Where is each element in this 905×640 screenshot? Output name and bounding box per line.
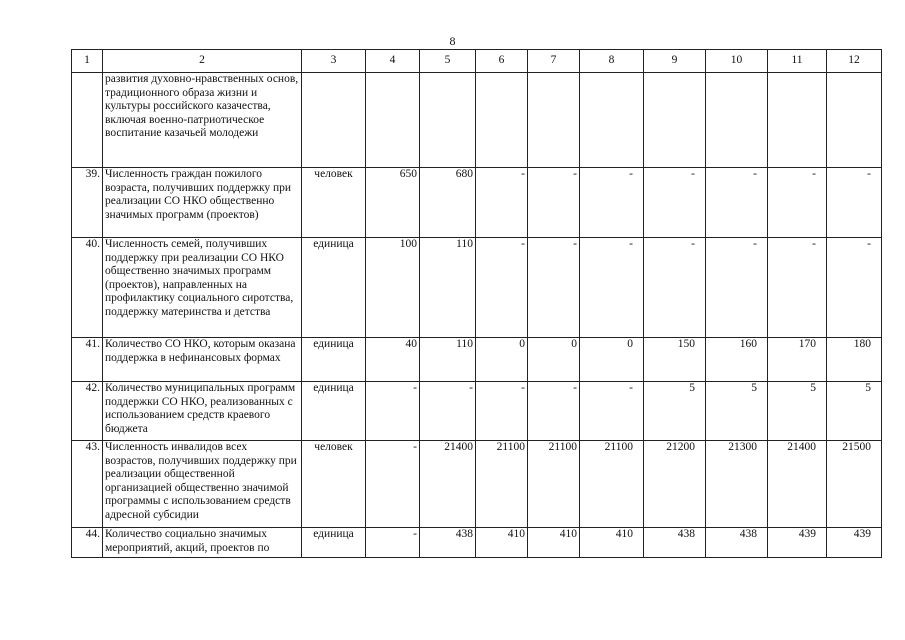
value-cell: 110 bbox=[420, 338, 476, 382]
table-row bbox=[72, 168, 882, 238]
value-cell: - bbox=[476, 382, 528, 441]
value-cell: 5 bbox=[827, 382, 882, 441]
value-cell: 21500 bbox=[827, 441, 882, 528]
table-row bbox=[72, 238, 882, 338]
value-cell: 439 bbox=[827, 528, 882, 558]
table-row bbox=[72, 382, 882, 441]
header-cell: 9 bbox=[644, 50, 706, 73]
value-cell: - bbox=[476, 238, 528, 338]
value-cell: 110 bbox=[420, 238, 476, 338]
value-cell: - bbox=[366, 441, 420, 528]
value-cell: 438 bbox=[420, 528, 476, 558]
value-cell bbox=[706, 73, 768, 168]
value-cell: 410 bbox=[528, 528, 580, 558]
value-cell: - bbox=[580, 238, 644, 338]
value-cell: - bbox=[420, 382, 476, 441]
table-row bbox=[72, 338, 882, 382]
value-cell: - bbox=[580, 168, 644, 238]
value-cell: 680 bbox=[420, 168, 476, 238]
value-cell bbox=[644, 73, 706, 168]
value-cell: - bbox=[644, 238, 706, 338]
value-cell: 0 bbox=[580, 338, 644, 382]
value-cell: 21300 bbox=[706, 441, 768, 528]
value-cell: 21200 bbox=[644, 441, 706, 528]
header-cell: 8 bbox=[580, 50, 644, 73]
table-row bbox=[72, 528, 882, 558]
value-cell: - bbox=[528, 382, 580, 441]
value-cell: 650 bbox=[366, 168, 420, 238]
value-cell: 40 bbox=[366, 338, 420, 382]
indicators-table bbox=[71, 49, 882, 558]
value-cell bbox=[420, 73, 476, 168]
page-number: 8 bbox=[449, 34, 456, 48]
unit-cell: человек bbox=[302, 441, 366, 528]
value-cell: - bbox=[768, 238, 827, 338]
value-cell bbox=[580, 73, 644, 168]
row-number: 39. bbox=[72, 168, 103, 238]
value-cell: - bbox=[528, 168, 580, 238]
value-cell: 5 bbox=[644, 382, 706, 441]
row-number: 44. bbox=[72, 528, 103, 558]
value-cell: - bbox=[706, 168, 768, 238]
row-number bbox=[72, 73, 103, 168]
value-cell bbox=[476, 73, 528, 168]
value-cell: 0 bbox=[476, 338, 528, 382]
header-cell: 4 bbox=[366, 50, 420, 73]
value-cell: - bbox=[768, 168, 827, 238]
header-row bbox=[72, 50, 882, 73]
value-cell: - bbox=[476, 168, 528, 238]
value-cell bbox=[768, 73, 827, 168]
header-cell: 7 bbox=[528, 50, 580, 73]
value-cell: 21100 bbox=[528, 441, 580, 528]
value-cell: 150 bbox=[644, 338, 706, 382]
value-cell bbox=[366, 73, 420, 168]
header-cell: 3 bbox=[302, 50, 366, 73]
value-cell: 438 bbox=[644, 528, 706, 558]
row-number: 41. bbox=[72, 338, 103, 382]
value-cell: 21100 bbox=[476, 441, 528, 528]
table-row bbox=[72, 441, 882, 528]
value-cell: 21400 bbox=[768, 441, 827, 528]
row-number: 40. bbox=[72, 238, 103, 338]
indicator-name: Численность граждан пожилого возраста, получивших поддержку при реализации СО НКО общественно значимых программ (проектов) bbox=[103, 168, 302, 238]
value-cell: - bbox=[827, 238, 882, 338]
value-cell: 5 bbox=[768, 382, 827, 441]
row-number: 42. bbox=[72, 382, 103, 441]
unit-cell: единица bbox=[302, 238, 366, 338]
value-cell: - bbox=[580, 382, 644, 441]
value-cell: - bbox=[827, 168, 882, 238]
indicator-name: Численность семей, получивших поддержку при реализации СО НКО общественно значимых программ (проектов), направленных на профилактику социального сиротства, поддержку материнства и детства bbox=[103, 238, 302, 338]
value-cell: 100 bbox=[366, 238, 420, 338]
row-number: 43. bbox=[72, 441, 103, 528]
indicator-name: Количество муниципальных программ поддержки СО НКО, реализованных с использованием средств краевого бюджета bbox=[103, 382, 302, 441]
value-cell: 180 bbox=[827, 338, 882, 382]
header-cell: 12 bbox=[827, 50, 882, 73]
unit-cell bbox=[302, 73, 366, 168]
value-cell: 5 bbox=[706, 382, 768, 441]
table-row bbox=[72, 73, 882, 168]
value-cell: 410 bbox=[476, 528, 528, 558]
indicator-name: Количество социально значимых мероприятий, акций, проектов по bbox=[103, 528, 302, 558]
value-cell bbox=[827, 73, 882, 168]
value-cell: 170 bbox=[768, 338, 827, 382]
indicator-name: Количество СО НКО, которым оказана поддержка в нефинансовых формах bbox=[103, 338, 302, 382]
unit-cell: единица bbox=[302, 528, 366, 558]
value-cell: - bbox=[528, 238, 580, 338]
unit-cell: единица bbox=[302, 382, 366, 441]
value-cell bbox=[528, 73, 580, 168]
value-cell: 410 bbox=[580, 528, 644, 558]
unit-cell: человек bbox=[302, 168, 366, 238]
header-cell: 10 bbox=[706, 50, 768, 73]
unit-cell: единица bbox=[302, 338, 366, 382]
header-cell: 5 bbox=[420, 50, 476, 73]
value-cell: 21400 bbox=[420, 441, 476, 528]
value-cell: - bbox=[366, 528, 420, 558]
value-cell: 439 bbox=[768, 528, 827, 558]
header-cell: 1 bbox=[72, 50, 103, 73]
value-cell: 21100 bbox=[580, 441, 644, 528]
value-cell: 160 bbox=[706, 338, 768, 382]
header-cell: 11 bbox=[768, 50, 827, 73]
header-cell: 2 bbox=[103, 50, 302, 73]
value-cell: 0 bbox=[528, 338, 580, 382]
indicator-name: развития духовно-нравственных основ, традиционного образа жизни и культуры российского казачества, включая военно-патриотическое воспитание казачьей молодежи bbox=[103, 73, 302, 168]
indicator-name: Численность инвалидов всех возрастов, получивших поддержку при реализации общественной организацией общественно значимой программы с использованием средств адресной субсидии bbox=[103, 441, 302, 528]
value-cell: - bbox=[366, 382, 420, 441]
header-cell: 6 bbox=[476, 50, 528, 73]
value-cell: - bbox=[706, 238, 768, 338]
value-cell: - bbox=[644, 168, 706, 238]
table-body bbox=[72, 50, 882, 558]
value-cell: 438 bbox=[706, 528, 768, 558]
